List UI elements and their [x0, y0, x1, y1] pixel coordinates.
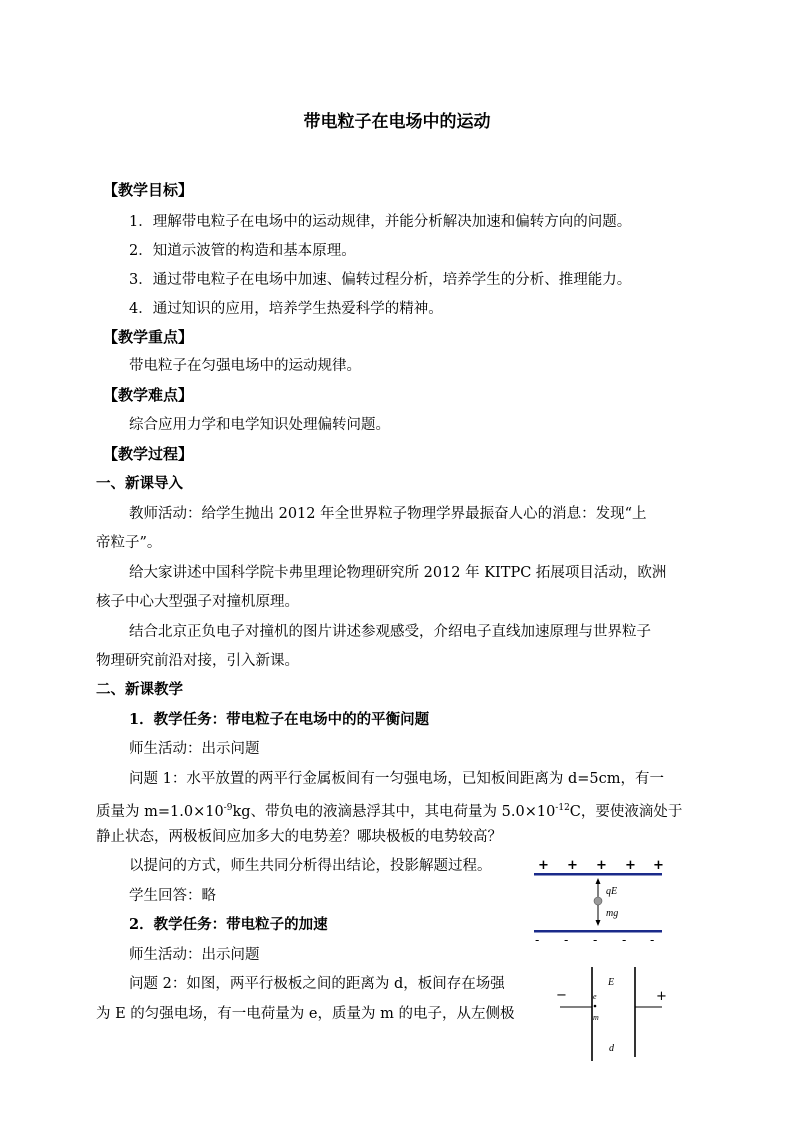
force-label-mg: mg: [606, 908, 619, 919]
question1-method: 以提问的方式，师生共同分析得出结论，投影解题过程。: [129, 858, 492, 874]
field-label-E: E: [608, 977, 615, 988]
plate-sign-plus: +: [538, 858, 549, 873]
paragraph-line: 教师活动：给学生抛出 2012 年全世界粒子物理学界最振奋人心的消息：发现“上: [129, 506, 647, 522]
question2-line: 问题 2：如图，两平行极板之间的距离为 d，板间存在场强: [129, 976, 505, 992]
charge-label-e: e: [593, 992, 597, 1001]
question1-line: 质量为 $m=1.0\times 10^{-9}kg$、带负电的液滴悬浮其中，其电荷量为 $5.0\times 10^{-12}C$，要使液滴处于: [96, 803, 683, 820]
paragraph-line: 给大家讲述中国科学院卡弗里理论物理研究所 2012 年 KITPC 拓展项目活动，欧洲: [129, 565, 667, 581]
question2-line: 为 E 的匀强电场，有一电荷量为 e，质量为 m 的电子，从左侧极: [96, 1006, 515, 1022]
paragraph-line: 帝粒子”。: [96, 535, 162, 551]
force-label-qE: qE: [606, 886, 618, 897]
paragraph-line: 结合北京正负电子对撞机的图片讲述参观感受，介绍电子直线加速原理与世界粒子: [129, 624, 651, 640]
terminal-plus: +: [656, 989, 667, 1004]
question1-line: 静止状态，两极板间应加多大的电势差？哪块极板的电势较高？: [96, 829, 502, 845]
process-heading: 【教学过程】: [103, 445, 194, 463]
question1-line: 问题 1：水平放置的两平行金属板间有一匀强电场，已知板间距离为 d=5cm，有一: [129, 771, 664, 787]
bottom-plate: [534, 930, 662, 933]
paragraph-line: 核子中心大型强子对撞机原理。: [96, 594, 299, 610]
task2-heading: 2．教学任务：带电粒子的加速: [129, 916, 328, 933]
key-heading: 【教学重点】: [103, 328, 194, 346]
terminal-minus: −: [556, 988, 567, 1003]
electron-acceleration-figure: [550, 965, 680, 1063]
plate-sign-plus: +: [596, 858, 607, 873]
plate-sign-minus: -: [564, 933, 569, 945]
plate-sign-plus: +: [567, 858, 578, 873]
goals-heading: 【教学目标】: [103, 181, 194, 199]
paragraph-line: 物理研究前沿对接，引入新课。: [96, 653, 299, 669]
plate-sign-minus: -: [650, 933, 655, 945]
arrowhead-up: [596, 878, 601, 884]
droplet: [594, 897, 602, 905]
plate-sign-plus: +: [625, 858, 636, 873]
key-text: 带电粒子在匀强电场中的运动规律。: [129, 358, 361, 374]
part1-heading: 一、新课导入: [96, 475, 183, 492]
goal-item: 4．通过知识的应用，培养学生热爱科学的精神。: [129, 301, 443, 317]
difficulty-text: 综合应用力学和电学知识处理偏转问题。: [129, 417, 390, 433]
goal-item: 3．通过带电粒子在电场中加速、偏转过程分析，培养学生的分析、推理能力。: [129, 272, 632, 288]
task1-heading: 1．教学任务：带电粒子在电场中的的平衡问题: [129, 711, 430, 728]
task2-activity: 师生活动：出示问题: [129, 947, 260, 963]
arrowhead-down: [596, 920, 601, 926]
top-plate: [534, 873, 662, 876]
plate-sign-minus: -: [622, 933, 627, 945]
page-title: 带电粒子在电场中的运动: [303, 112, 491, 132]
plate-sign-plus: +: [653, 858, 664, 873]
difficulty-heading: 【教学难点】: [103, 386, 194, 404]
question1-answer: 学生回答：略: [129, 888, 216, 904]
plate-sign-minus: -: [535, 933, 540, 945]
goal-item: 1．理解带电粒子在电场中的运动规律，并能分析解决加速和偏转方向的问题。: [129, 214, 632, 230]
droplet-plates-figure: [530, 853, 665, 945]
plate-sign-minus: -: [593, 933, 598, 945]
part2-heading: 二、新课教学: [96, 681, 183, 698]
task1-activity: 师生活动：出示问题: [129, 741, 260, 757]
mass-label-m: m: [593, 1013, 599, 1022]
distance-label-d: d: [609, 1043, 614, 1054]
electron: [594, 1005, 597, 1008]
goal-item: 2．知道示波管的构造和基本原理。: [129, 243, 356, 259]
